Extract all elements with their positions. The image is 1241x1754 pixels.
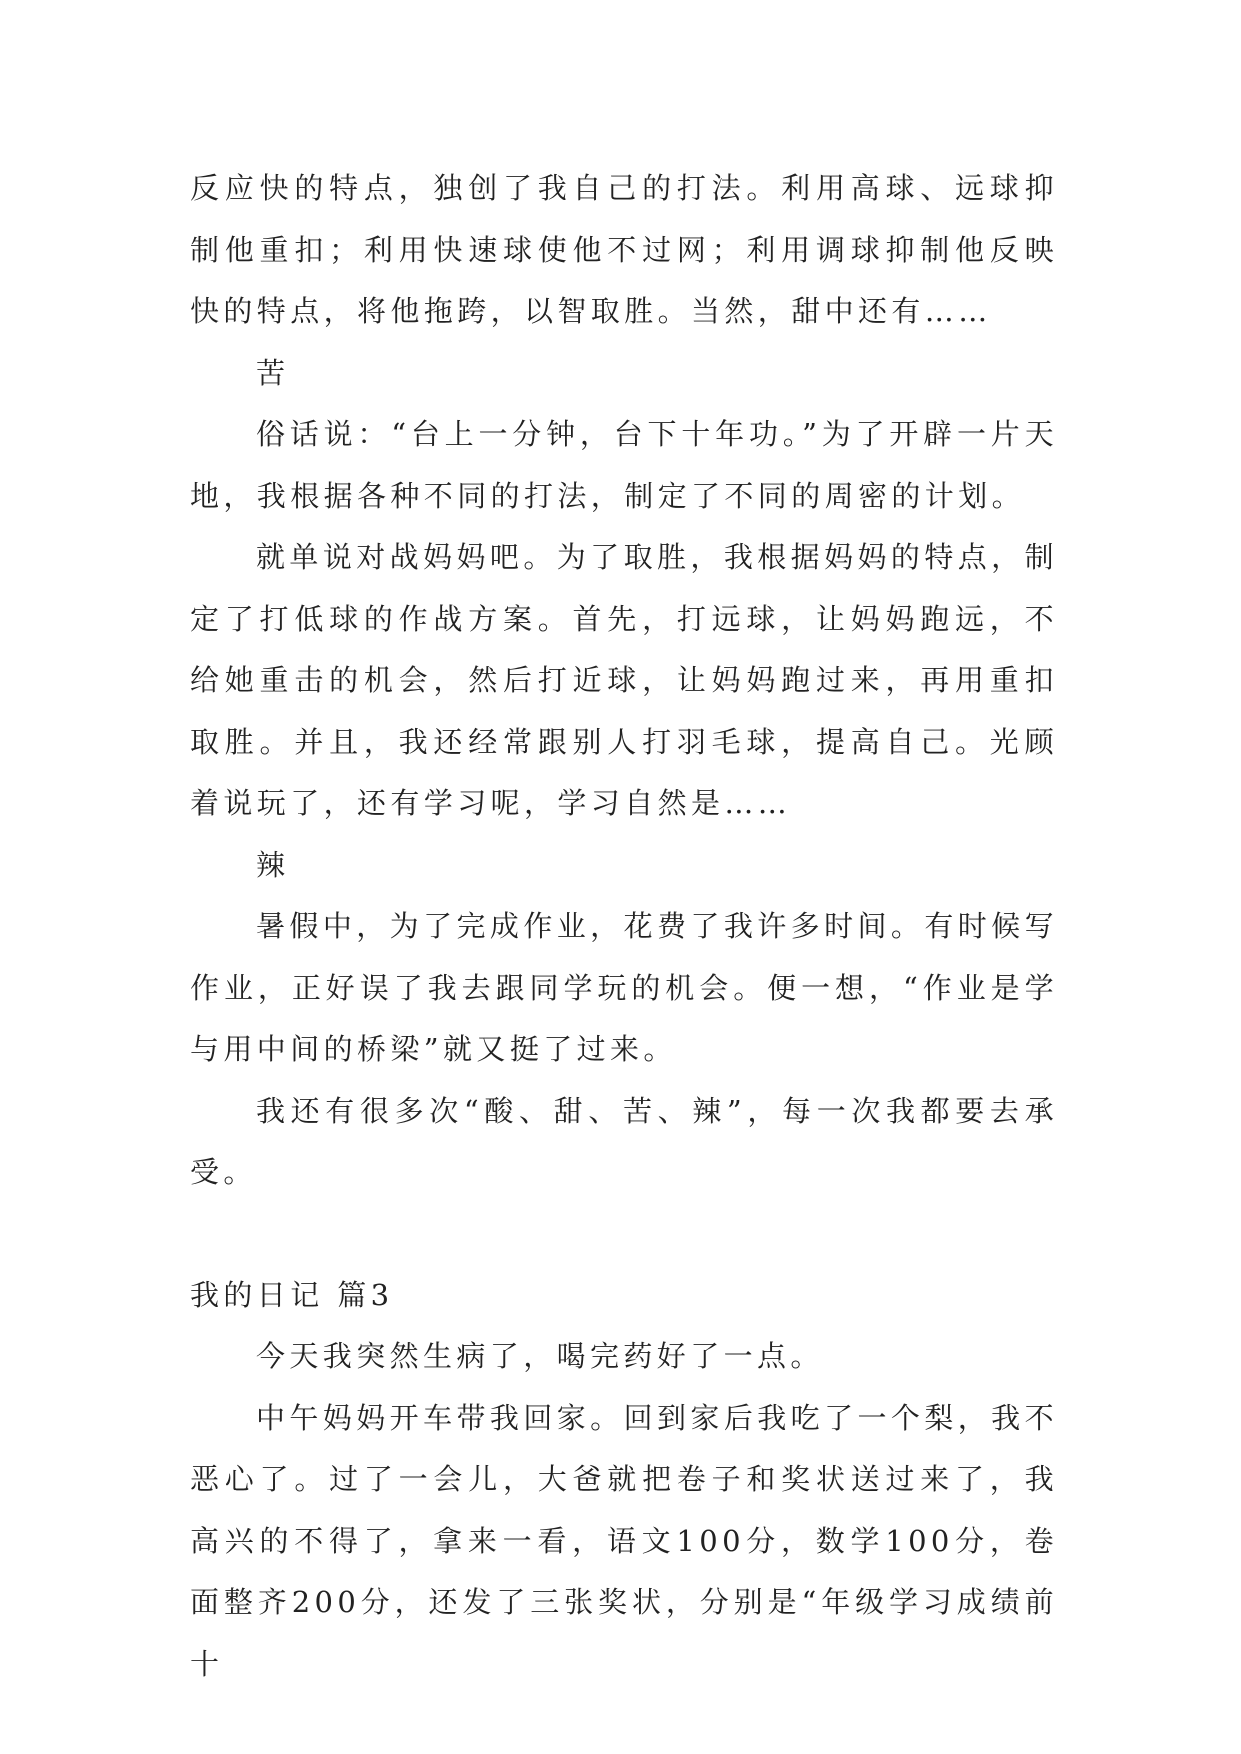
section-label-bitter: 苦 — [256, 355, 290, 390]
document-body — [190, 158, 1058, 1695]
paragraph-match-with-mom: 就单说对战妈妈吧。为了取胜，我根据妈妈的特点，制定了打低球的作战方案。首先，打远球，让妈妈跑远，不给她重击的机会，然后打近球，让妈妈跑过来，再用重扣取胜。并且，我还经常跟别人打羽毛球，提高自己。光顾着说玩了，还有学习呢，学习自然是…… — [190, 540, 1058, 820]
paragraph-proverb: 俗话说：“台上一分钟，台下十年功。”为了开辟一片天地，我根据各种不同的打法，制定了不同的周密的计划。 — [190, 417, 1058, 513]
diary-heading: 我的日记 篇3 — [190, 1277, 394, 1312]
section-label-spicy: 辣 — [256, 847, 290, 882]
paragraph-continuation: 反应快的特点，独创了我自己的打法。利用高球、远球抑制他重扣；利用快速球使他不过网；利用调球抑制他反映快的特点，将他拖跨，以智取胜。当然，甜中还有…… — [190, 171, 1058, 328]
paragraph-summer-homework: 暑假中，为了完成作业，花费了我许多时间。有时候写作业，正好误了我去跟同学玩的机会。便一想，“作业是学与用中间的桥梁”就又挺了过来。 — [190, 909, 1058, 1066]
paragraph-sick-today: 今天我突然生病了，喝完药好了一点。 — [256, 1339, 824, 1373]
paragraph-conclusion: 我还有很多次“酸、甜、苦、辣”，每一次我都要去承受。 — [190, 1093, 1058, 1189]
paragraph-noon-home: 中午妈妈开车带我回家。回到家后我吃了一个梨，我不恶心了。过了一会儿，大爸就把卷子和奖状送过来了，我高兴的不得了，拿来一看，语文100分，数学100分，卷面整齐200分，还发了三张奖状，分别是“年级学习成绩前十 — [190, 1400, 1058, 1681]
